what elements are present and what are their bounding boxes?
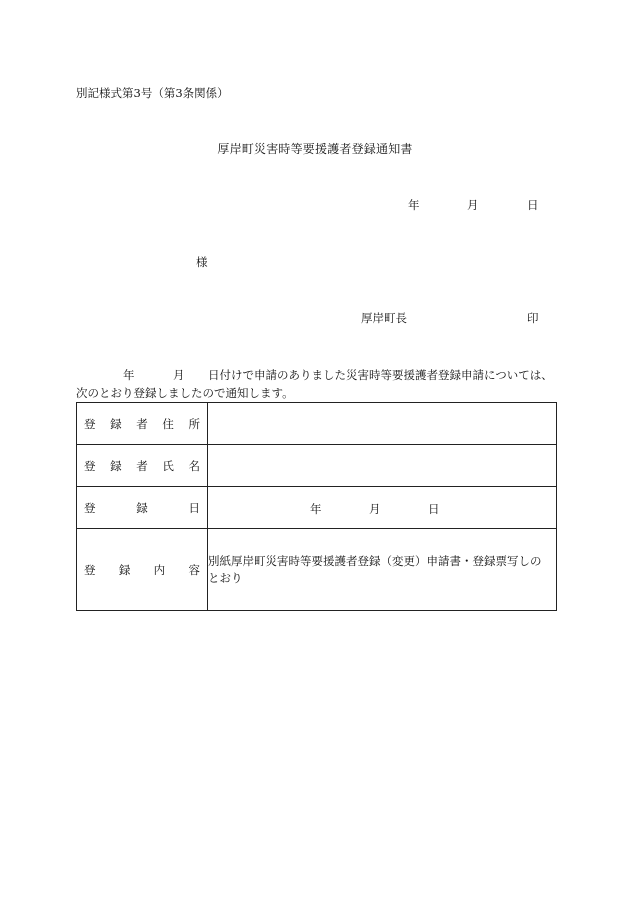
label-char: 日 (188, 500, 200, 515)
label-char: 登 (84, 416, 96, 431)
name-label-cell (77, 445, 208, 487)
label-char: 登 (84, 500, 96, 515)
registration-table (76, 402, 557, 611)
label-char: 住 (162, 416, 174, 431)
document-title: 厚岸町災害時等要援護者登録通知書 (217, 142, 413, 156)
table-row (77, 487, 557, 529)
label-char: 所 (188, 416, 200, 431)
name-value-cell (208, 445, 557, 487)
label-char: 録 (118, 562, 131, 577)
label-char: 者 (136, 458, 148, 473)
body-line1-rest: 日付けで申請のありました災害時等要援護者登録申請については、 (208, 368, 553, 382)
address-label-cell (77, 403, 208, 445)
reg-year: 年 (310, 502, 322, 516)
label-char: 録 (110, 416, 122, 431)
label-char: 録 (136, 500, 148, 515)
label-char: 内 (153, 562, 166, 577)
reg-month: 月 (369, 502, 381, 516)
content-label-cell (77, 529, 208, 611)
label-char: 登 (84, 458, 96, 473)
label-char: 登 (84, 562, 96, 577)
date-month-label: 月 (467, 198, 479, 212)
content-value-text: 別紙厚岸町災害時等要援護者登録（変更）申請書・登録票写しのとおり (208, 553, 542, 585)
address-value-cell (208, 403, 557, 445)
body-month: 月 (173, 368, 185, 382)
table-row (77, 403, 557, 445)
body-line-2: 次のとおり登録しましたので通知します。 (76, 386, 294, 400)
form-number-label: 別記様式第3号（第3条関係） (76, 86, 229, 100)
date-year-label: 年 (408, 198, 420, 212)
content-value-cell (208, 529, 557, 611)
label-char: 者 (136, 416, 148, 431)
label-char: 容 (188, 562, 200, 577)
reg-day: 日 (428, 502, 440, 516)
addressee-suffix: 様 (196, 255, 208, 269)
table-row (77, 529, 557, 611)
body-year: 年 (123, 368, 135, 382)
table-row (77, 445, 557, 487)
date-label-cell (77, 487, 208, 529)
seal-mark: 印 (527, 311, 539, 325)
date-value-cell (208, 487, 557, 529)
date-day-label: 日 (527, 198, 539, 212)
label-char: 名 (188, 458, 200, 473)
sender-name: 厚岸町長 (361, 311, 407, 325)
label-char: 録 (110, 458, 122, 473)
label-char: 氏 (162, 458, 174, 473)
